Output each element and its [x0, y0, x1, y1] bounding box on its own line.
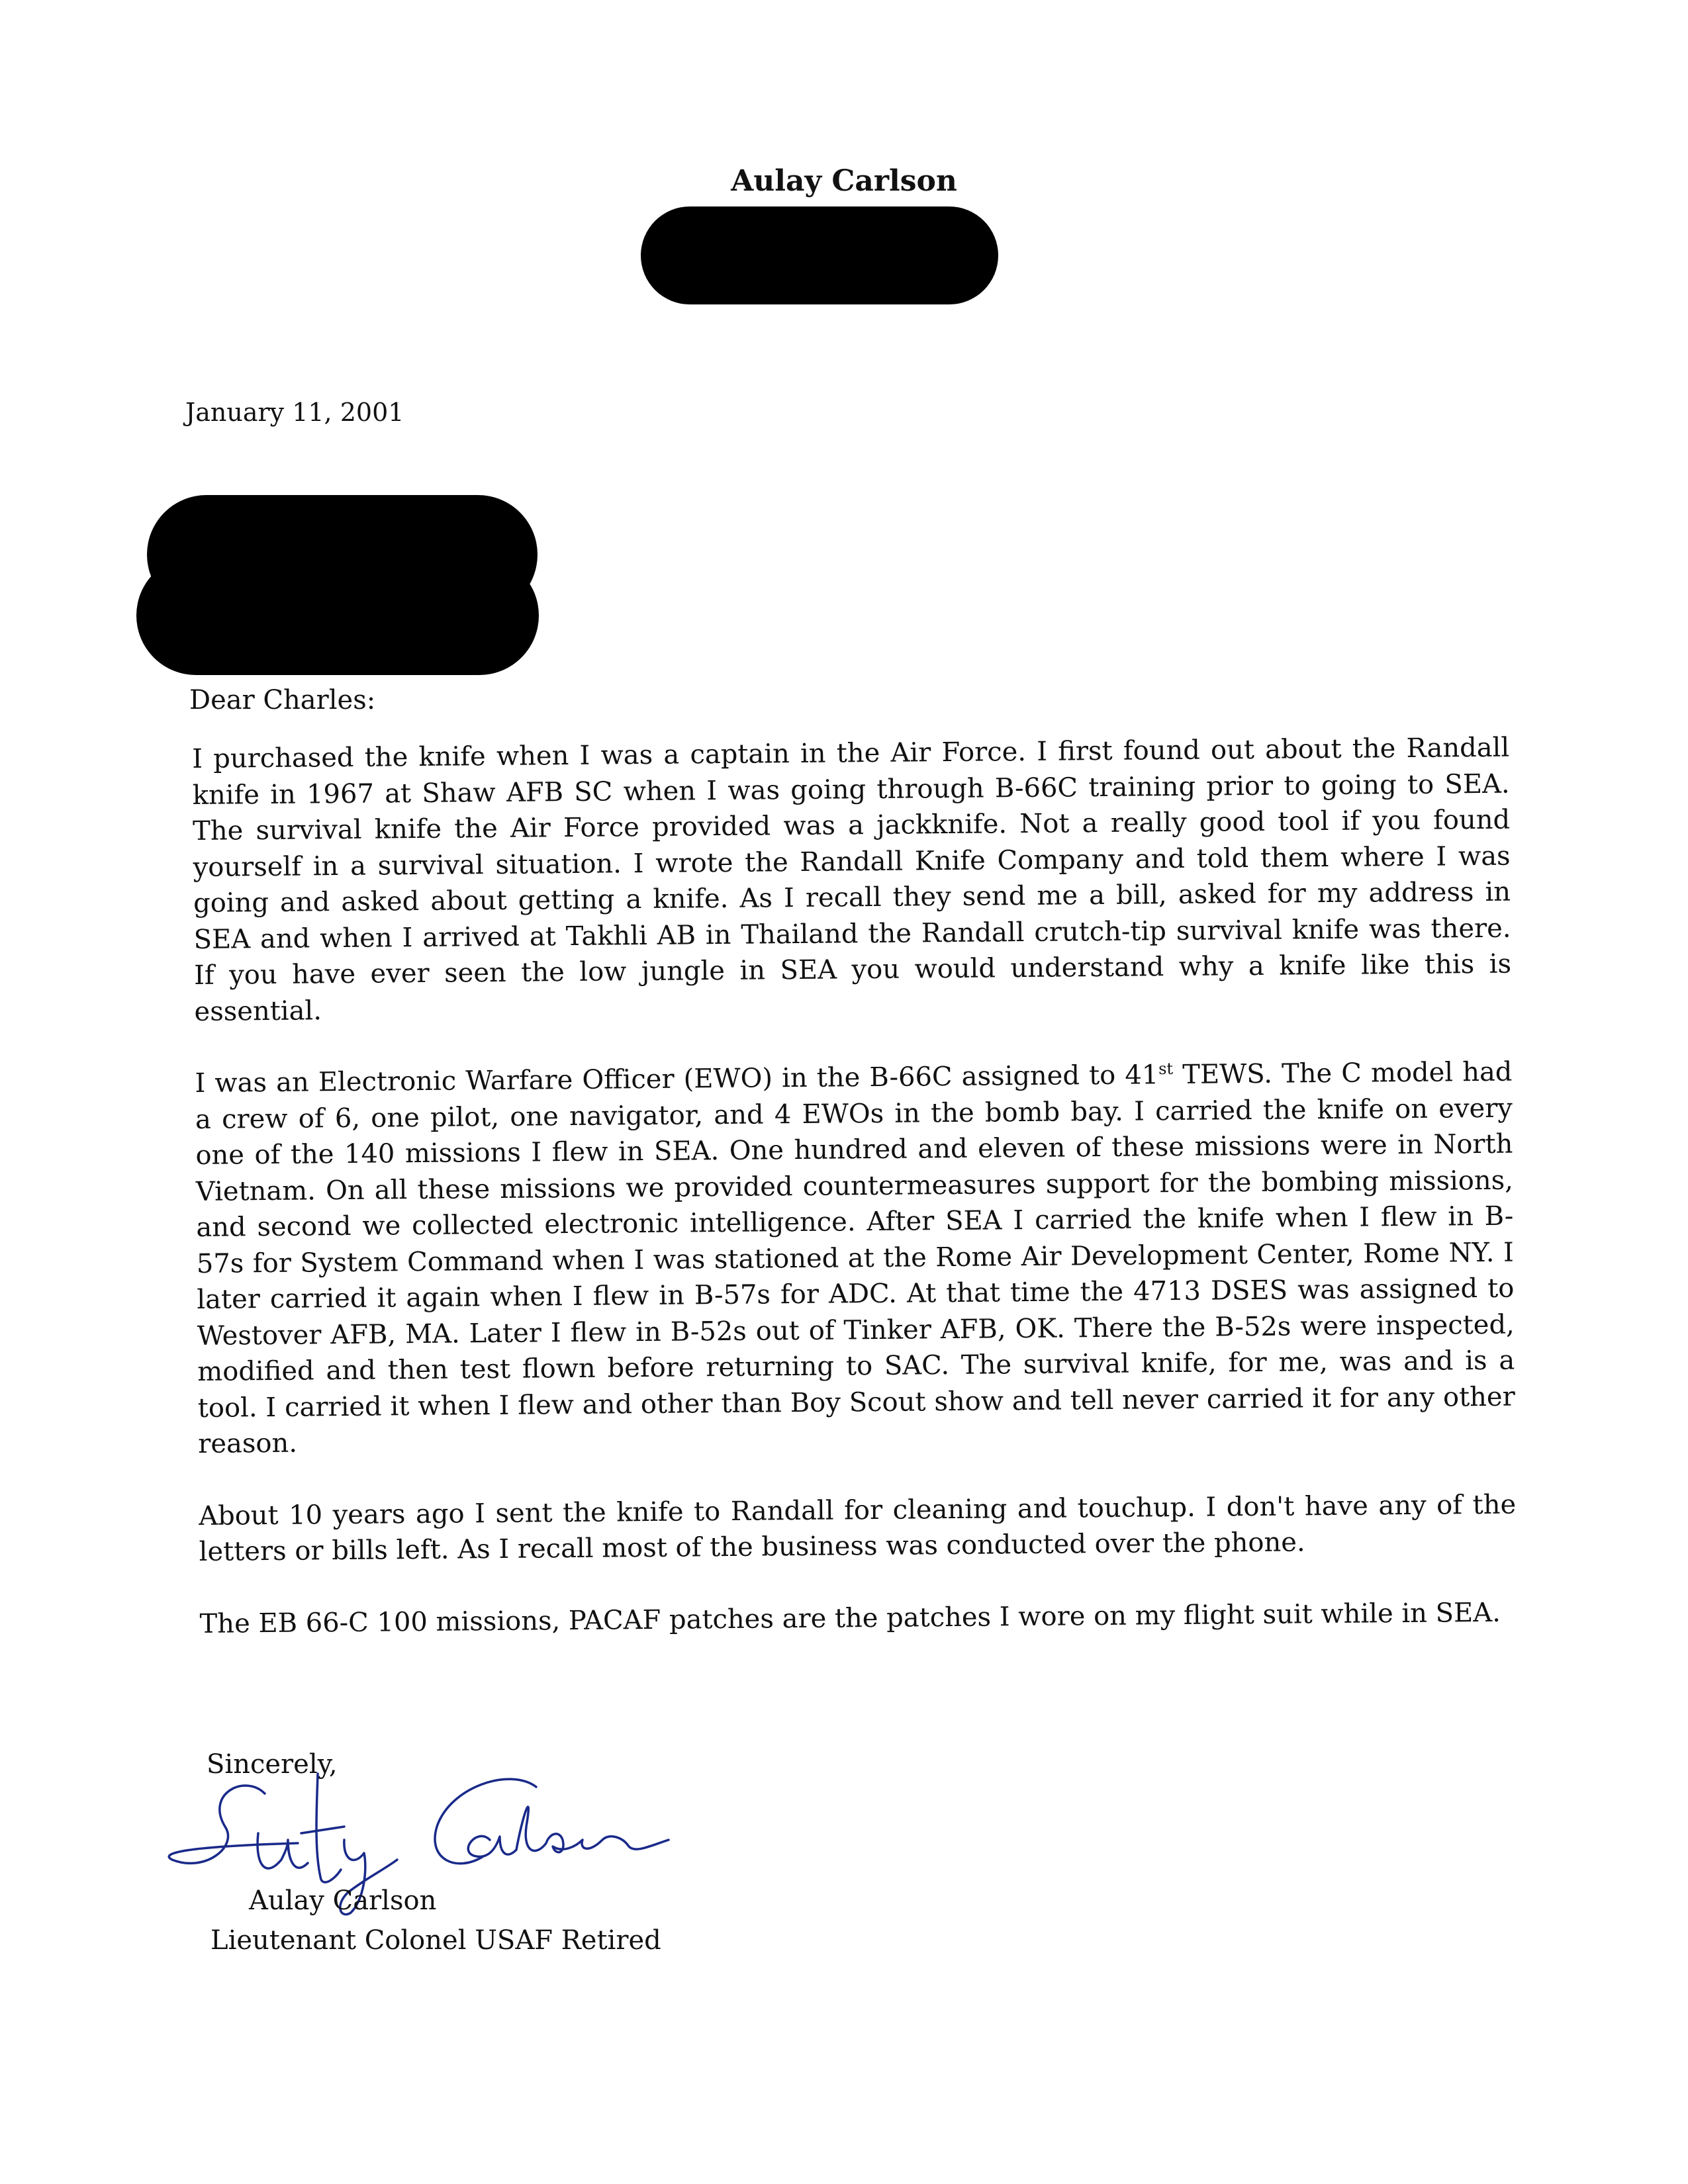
body-paragraph-2-start: I was an Electronic Warfare Officer (EWO) in the B-66C assigned to 41	[195, 1060, 1159, 1099]
redacted-recipient-block-bottom	[136, 556, 539, 675]
letterhead-name: Aulay Carlson	[731, 164, 957, 198]
closing: Sincerely,	[207, 1749, 338, 1780]
body-paragraph-2-rest: TEWS. The C model had a crew of 6, one pilot, one navigator, and 4 EWOs in the bomb bay. I carried the knife on every one of the 140 missions I flew in SEA. One hundred and eleven of these missions were in North Vietnam. On all these missions we provided countermeasures support for the bombing missions, and second we collected electronic intelligence. After SEA I carried the knife when I flew in B-57s for System Command when I was stationed at the Rome Air Development Center, Rome NY. I later carried it again when I flew in B-57s for ADC. At that time the 4713 DSES was assigned to Westover AFB, MA. Later I flew in B-52s out of Tinker AFB, OK. There the B-52s were inspected, modified and then test flown before returning to SAC. The survival knife, for me, was and is a tool. I carried it when I flew and other than Boy Scout show and tell never carried it for any other reason.	[195, 1056, 1515, 1459]
signatory-name: Aulay Carlson	[249, 1886, 437, 1916]
signatory-title: Lieutenant Colonel USAF Retired	[211, 1925, 661, 1956]
body-paragraph-1: I purchased the knife when I was a captain in the Air Force. I first found out about the Randall knife in 1967 at Shaw AFB SC when I was going through B-66C training prior to going to SEA. The survival knife the Air Force provided was a jackknife. Not a really good tool if you found yourself in a survival situation. I wrote the Randall Knife Company and told them where I was going and asked about getting a knife. As I recall they send me a bill, asked for my address in SEA and when I arrived at Takhli AB in Thailand the Randall crutch-tip survival knife was there. If you have ever seen the low jungle in SEA you would understand why a knife like this is essential.	[192, 732, 1512, 1027]
salutation: Dear Charles:	[189, 685, 376, 715]
body-paragraph-2	[195, 1054, 1515, 1463]
body-paragraph-3: About 10 years ago I sent the knife to Randall for cleaning and touchup. I don't have any of the letters or bills left. As I recall most of the business was conducted over the phone.	[199, 1489, 1517, 1567]
letter-date: January 11, 2001	[185, 398, 404, 427]
ordinal-superscript: st	[1158, 1059, 1174, 1078]
letter-body	[192, 730, 1517, 1678]
redacted-address-block	[641, 206, 998, 304]
body-paragraph-4: The EB 66-C 100 missions, PACAF patches are the patches I wore on my flight suit while in SEA.	[199, 1597, 1501, 1639]
